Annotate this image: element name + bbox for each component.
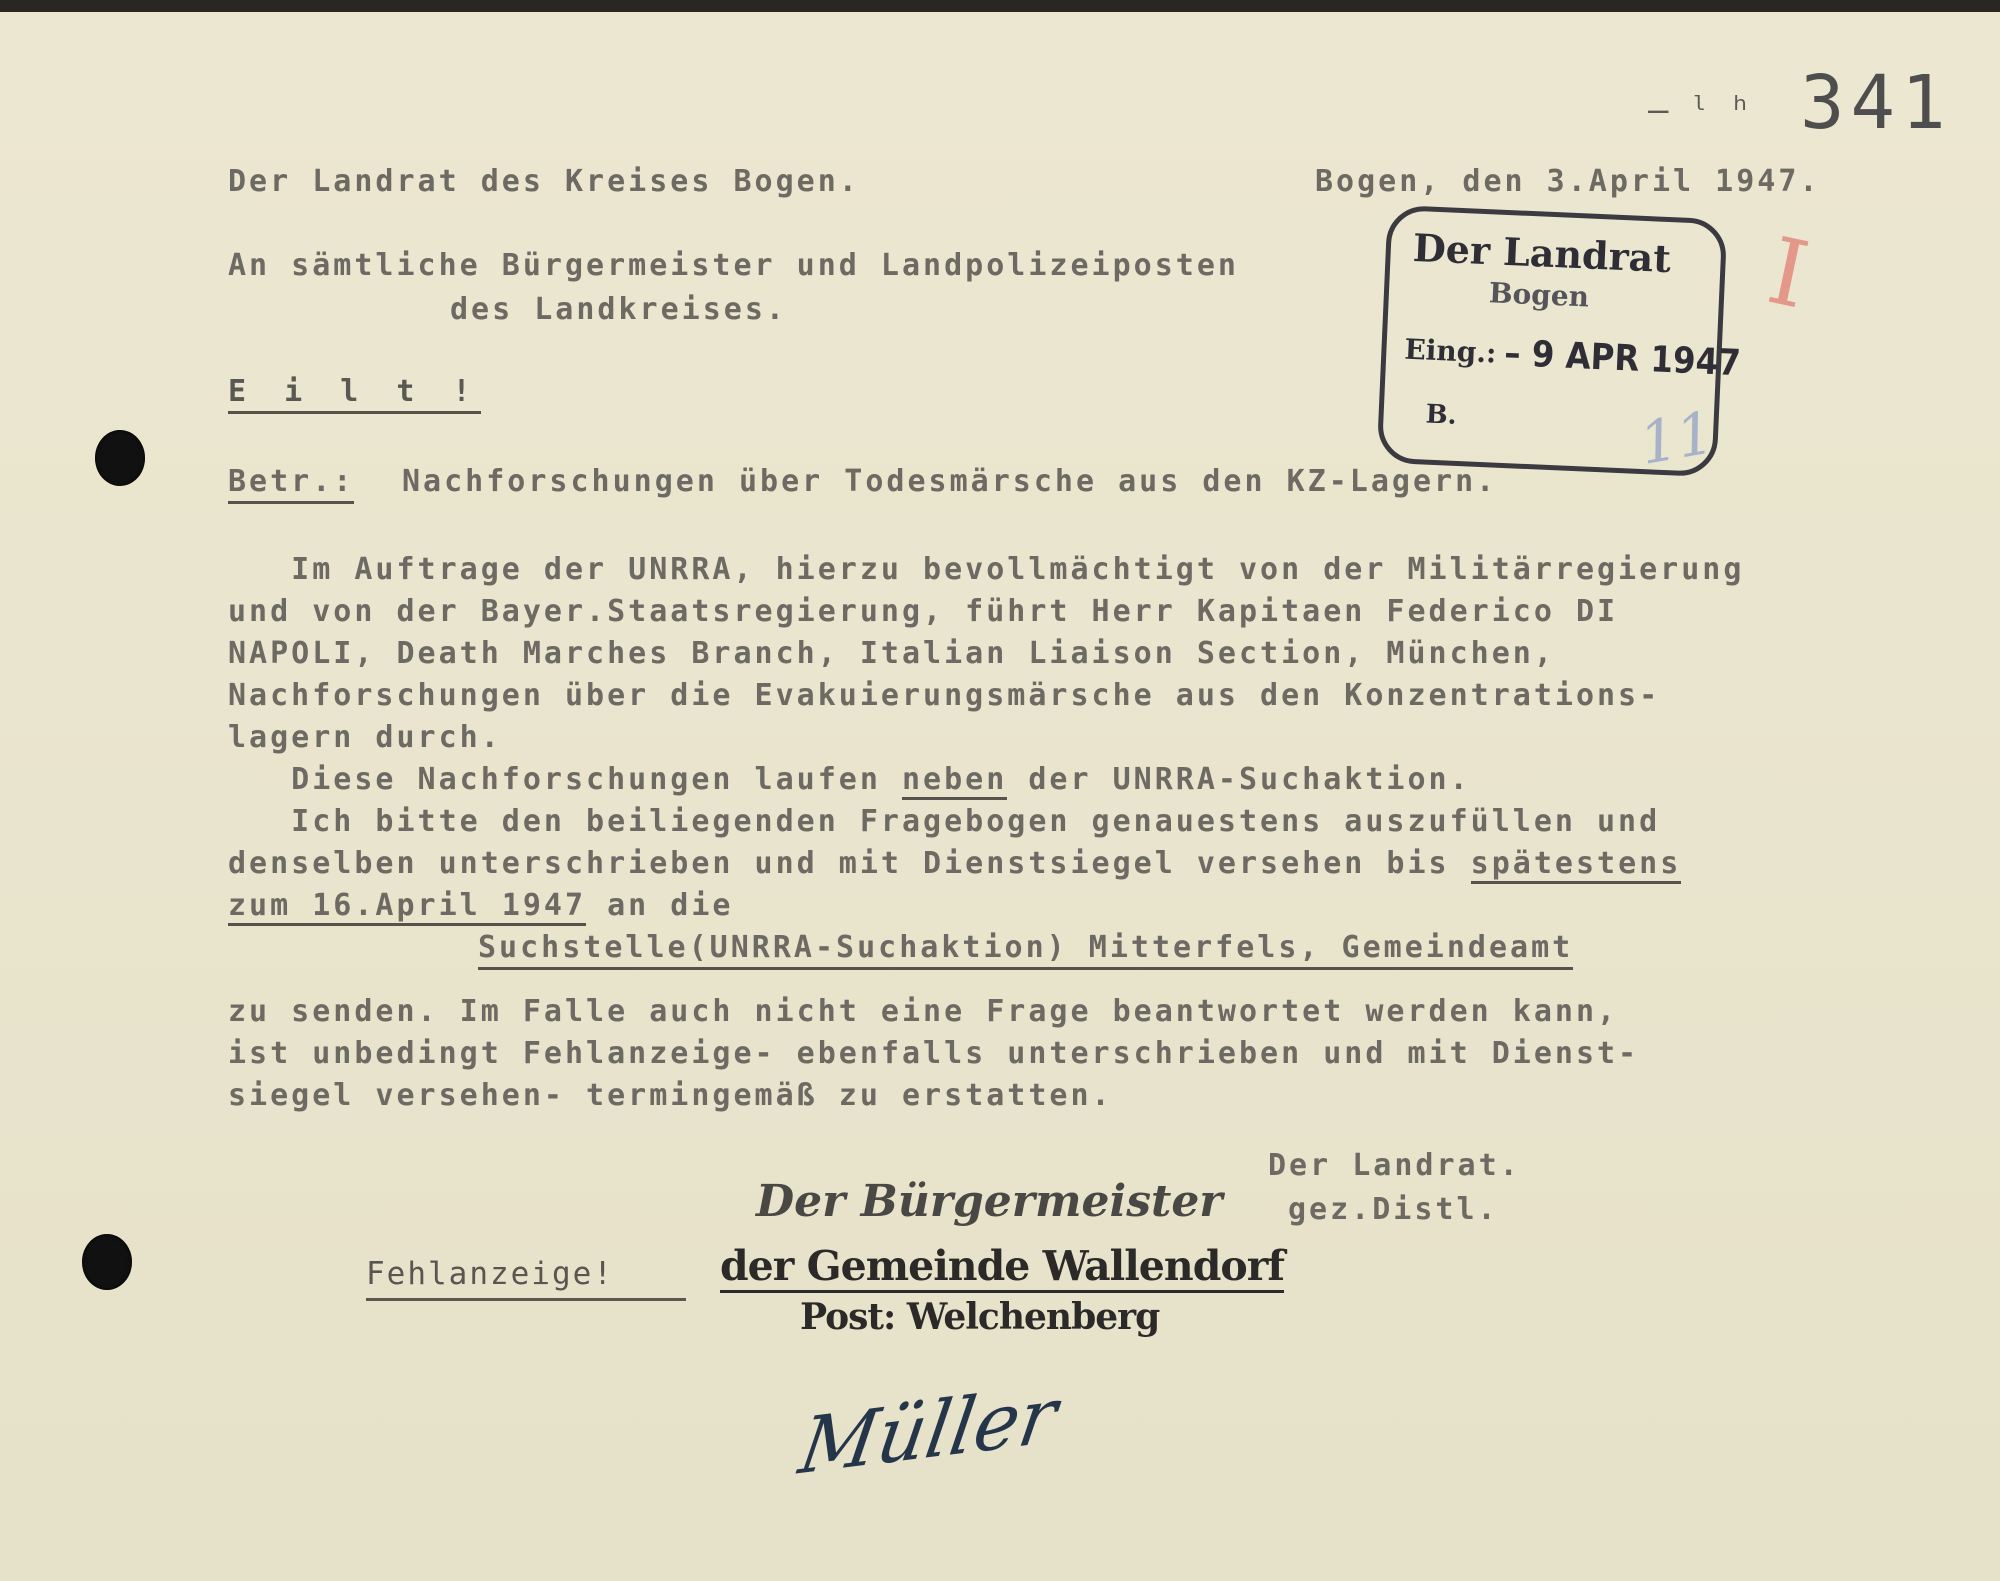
body-line-13: siegel versehen- termingemäß zu erstatten. <box>228 1078 1113 1113</box>
sender-line: Der Landrat des Kreises Bogen. <box>228 164 860 199</box>
punch-hole-bottom <box>82 1234 132 1290</box>
body-line-11: zu senden. Im Falle auch nicht eine Frage beantwortet werden kann, <box>228 994 1619 1029</box>
body-line-3: NAPOLI, Death Marches Branch, Italian Liaison Section, München, <box>228 636 1555 671</box>
document-page <box>0 12 2000 1581</box>
body-deadline-date: zum 16.April 1947 <box>228 888 586 926</box>
body-line-6 <box>228 762 1471 797</box>
body-line-8 <box>228 846 1681 881</box>
stamp-line-2: Bogen <box>1488 276 1590 314</box>
body-line-1: Im Auftrage der UNRRA, hierzu bevollmächtigt von der Militärregierung <box>228 552 1745 587</box>
mayor-stamp-line-2: der Gemeinde Wallendorf <box>720 1242 1284 1293</box>
archive-prefix: – ˡ ʰ <box>1648 90 1751 130</box>
body-line-5: lagern durch. <box>228 720 502 755</box>
signature-name: gez.Distl. <box>1288 1192 1499 1227</box>
recipient-line-1: An sämtliche Bürgermeister und Landpolizeiposten <box>228 248 1239 283</box>
body-emphasis-spaetestens: spätestens <box>1471 846 1682 884</box>
body-line-8-start: denselben unterschrieben und mit Dienstsiegel versehen bis <box>228 846 1471 881</box>
subject-text: Nachforschungen über Todesmärsche aus den KZ-Lagern. <box>402 464 1498 499</box>
mayor-stamp-line-1: Der Bürgermeister <box>756 1176 1223 1227</box>
body-emphasis-neben: neben <box>902 762 1007 800</box>
punch-hole-top <box>95 430 145 486</box>
mayor-stamp-line-3: Post: Welchenberg <box>800 1296 1160 1338</box>
stamp-received-date: – 9 APR 1947 <box>1503 332 1742 385</box>
subject-label: Betr.: <box>228 464 354 504</box>
body-line-9 <box>228 888 733 923</box>
handwritten-signature: Müller <box>793 1369 1063 1492</box>
archive-number: 341 <box>1800 60 1952 146</box>
body-line-9-end: an die <box>586 888 734 923</box>
recipient-line-2: des Landkreises. <box>450 292 787 327</box>
body-line-6-start: Diese Nachforschungen laufen <box>228 762 902 797</box>
red-pencil-mark: I <box>1759 217 1818 330</box>
body-address-line: Suchstelle(UNRRA-Suchaktion) Mitterfels, Gemeindeamt <box>478 930 1573 970</box>
blue-pencil-mark: 11 <box>1634 398 1720 478</box>
body-line-12: ist unbedingt Fehlanzeige- ebenfalls unterschrieben und mit Dienst- <box>228 1036 1640 1071</box>
body-line-4: Nachforschungen über die Evakuierungsmärsche aus den Konzentrations- <box>228 678 1661 713</box>
stamp-received-label: Eing.: <box>1403 332 1498 370</box>
stamp-line-1: Der Landrat <box>1411 224 1672 282</box>
urgent-heading: E i l t ! <box>228 374 481 414</box>
place-date-line: Bogen, den 3.April 1947. <box>1315 164 1821 199</box>
reply-label: Fehlanzeige! <box>366 1256 686 1301</box>
body-line-6-end: der UNRRA-Suchaktion. <box>1007 762 1471 797</box>
signature-title: Der Landrat. <box>1268 1148 1521 1183</box>
body-line-2: und von der Bayer.Staatsregierung, führt Herr Kapitaen Federico DI <box>228 594 1619 629</box>
body-line-7: Ich bitte den beiliegenden Fragebogen genauestens auszufüllen und <box>228 804 1661 839</box>
stamp-line-4: B. <box>1425 399 1458 431</box>
